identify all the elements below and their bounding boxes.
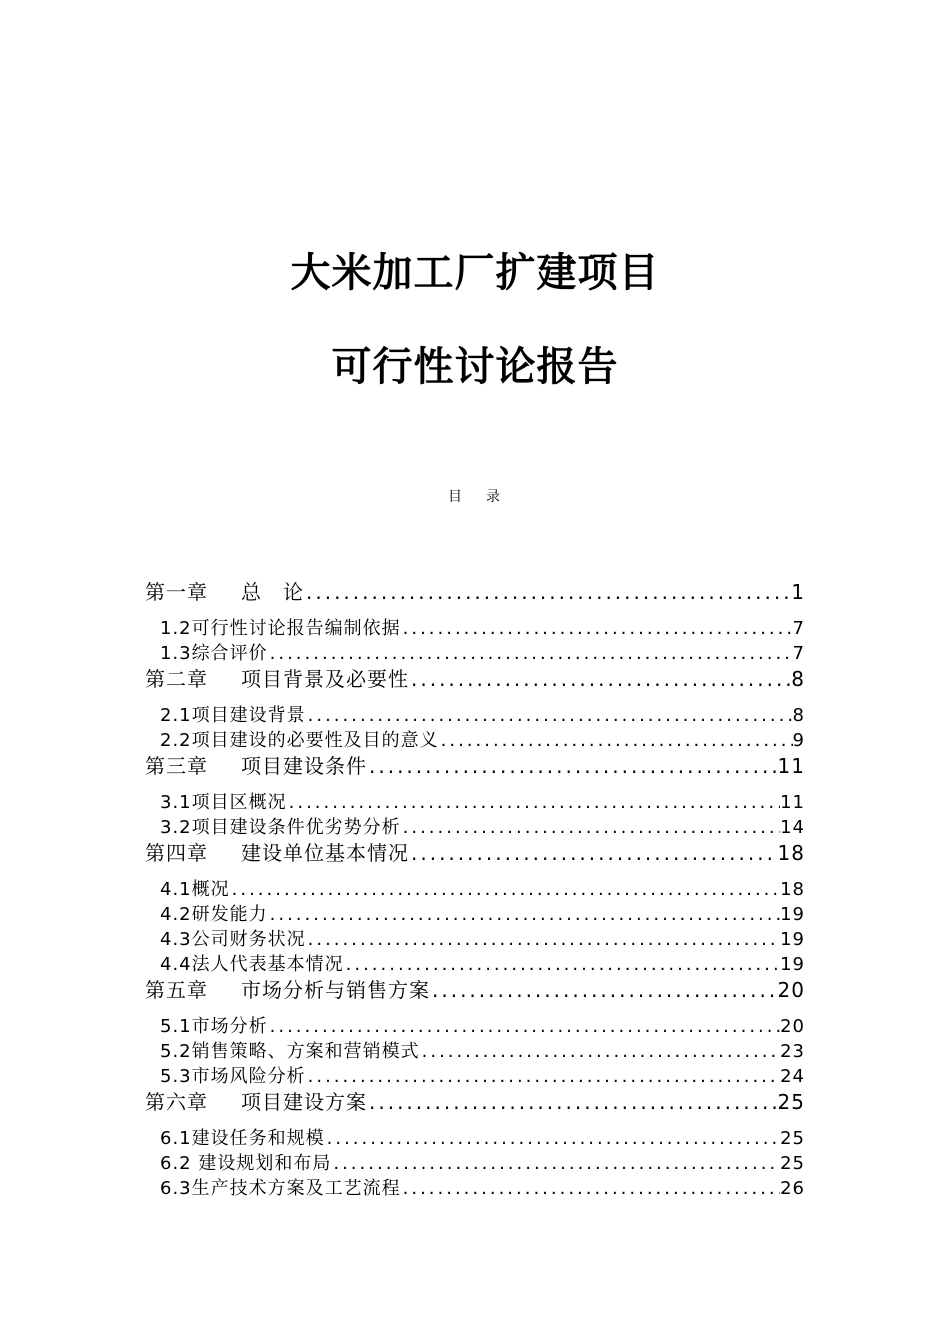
toc-chapter-title: 市场分析与销售方案 [241, 978, 430, 1002]
toc-chapter-title: 建设单位基本情况 [241, 841, 409, 865]
toc-section-title: 6.3生产技术方案及工艺流程 [160, 1178, 401, 1199]
toc-section-entry[interactable] [145, 903, 805, 927]
toc-page-number: 19 [780, 929, 805, 950]
toc-section-entry[interactable] [145, 1127, 805, 1151]
toc-dot-leader [409, 666, 791, 692]
toc-dot-leader [230, 878, 780, 902]
toc-page-number: 26 [780, 1178, 805, 1199]
toc-chapter-entry[interactable] [145, 840, 805, 866]
toc-section-entry[interactable] [145, 791, 805, 815]
toc-section-entry[interactable] [145, 642, 805, 666]
toc-chapter-entry[interactable] [145, 666, 805, 692]
document-title-line2: 可行性讨论报告 [331, 344, 619, 390]
toc-heading-char1: 目 [448, 489, 464, 505]
toc-page-number: 18 [780, 879, 805, 900]
toc-chapter-number: 第一章 [145, 580, 208, 604]
toc-page-number: 25 [780, 1153, 805, 1174]
toc-dot-leader [409, 840, 778, 866]
toc-dot-leader [439, 729, 793, 753]
toc-dot-leader [304, 579, 791, 605]
toc-dot-leader [306, 1065, 780, 1089]
toc-page-number: 25 [780, 1128, 805, 1149]
toc-chapter-entry[interactable] [145, 579, 805, 605]
toc-dot-leader [325, 1127, 780, 1151]
toc-dot-leader [287, 791, 780, 815]
toc-section-title: 4.3公司财务状况 [160, 929, 306, 950]
toc-chapter-label [145, 753, 367, 779]
toc-section-entry[interactable] [145, 1065, 805, 1089]
toc-section-title: 5.3市场风险分析 [160, 1066, 306, 1087]
toc-section-title: 1.3综合评价 [160, 643, 268, 664]
toc-page-number: 11 [777, 754, 805, 778]
toc-chapter-title: 项目建设方案 [241, 1090, 367, 1114]
toc-page-number: 14 [780, 817, 805, 838]
toc-dot-leader [401, 816, 780, 840]
toc-section-title: 5.2销售策略、方案和营销模式 [160, 1041, 420, 1062]
toc-page-number: 19 [780, 904, 805, 925]
toc-chapter-number: 第五章 [145, 978, 208, 1002]
toc-heading [0, 486, 950, 506]
toc-chapter-entry[interactable] [145, 1089, 805, 1115]
toc-section-title: 6.2 建设规划和布局 [160, 1153, 332, 1174]
toc-section-title: 4.4法人代表基本情况 [160, 954, 344, 975]
toc-page-number: 8 [792, 705, 805, 726]
toc-section-entry[interactable] [145, 816, 805, 840]
toc-chapter-label [145, 666, 409, 692]
toc-dot-leader [268, 642, 793, 666]
toc-page-number: 19 [780, 954, 805, 975]
toc-section-entry[interactable] [145, 928, 805, 952]
toc-section-title: 3.1项目区概况 [160, 792, 287, 813]
toc-chapter-number: 第二章 [145, 667, 208, 691]
toc-dot-leader [420, 1040, 780, 1064]
toc-dot-leader [367, 753, 778, 779]
toc-page-number: 8 [791, 667, 805, 691]
toc-chapter-number: 第三章 [145, 754, 208, 778]
toc-section-entry[interactable] [145, 1152, 805, 1176]
toc-chapter-label [145, 579, 304, 605]
toc-section-title: 3.2项目建设条件优劣势分析 [160, 817, 401, 838]
toc-section-title: 4.1概况 [160, 879, 230, 900]
toc-dot-leader [331, 1152, 780, 1176]
toc-section-title: 2.2项目建设的必要性及目的意义 [160, 730, 439, 751]
toc-page-number: 25 [777, 1090, 805, 1114]
toc-page-number: 20 [777, 978, 805, 1002]
toc-section-entry[interactable] [145, 617, 805, 641]
toc-section-entry[interactable] [145, 704, 805, 728]
toc-dot-leader [401, 1177, 780, 1201]
toc-section-title: 2.1项目建设背景 [160, 705, 306, 726]
toc-dot-leader [306, 704, 793, 728]
toc-section-entry[interactable] [145, 1177, 805, 1201]
toc-dot-leader [430, 977, 778, 1003]
toc-dot-leader [268, 903, 780, 927]
toc-chapter-title: 项目背景及必要性 [241, 667, 409, 691]
toc-section-entry[interactable] [145, 953, 805, 977]
toc-dot-leader [344, 953, 780, 977]
toc-section-entry[interactable] [145, 1040, 805, 1064]
toc-chapter-title: 项目建设条件 [241, 754, 367, 778]
toc-chapter-label [145, 1089, 367, 1115]
toc-chapter-label [145, 977, 430, 1003]
toc-chapter-entry[interactable] [145, 977, 805, 1003]
toc-chapter-number: 第四章 [145, 841, 208, 865]
toc-section-title: 6.1建设任务和规模 [160, 1128, 325, 1149]
toc-page-number: 23 [780, 1041, 805, 1062]
toc-chapter-title: 总 论 [241, 580, 304, 604]
toc-page-number: 11 [780, 792, 805, 813]
toc-page-number: 24 [780, 1066, 805, 1087]
document-title-line1: 大米加工厂扩建项目 [290, 250, 660, 296]
toc-page-number: 20 [780, 1016, 805, 1037]
toc-page-number: 1 [791, 580, 805, 604]
toc-dot-leader [306, 928, 780, 952]
toc-section-entry[interactable] [145, 1015, 805, 1039]
toc-section-entry[interactable] [145, 729, 805, 753]
toc-dot-leader [401, 617, 793, 641]
toc-heading-char2: 录 [486, 489, 502, 505]
toc-section-title: 5.1市场分析 [160, 1016, 268, 1037]
toc-page-number: 7 [792, 643, 805, 664]
toc-page-number: 7 [792, 618, 805, 639]
toc-chapter-number: 第六章 [145, 1090, 208, 1114]
toc-chapter-entry[interactable] [145, 753, 805, 779]
toc-page-number: 18 [777, 841, 805, 865]
toc-dot-leader [268, 1015, 780, 1039]
toc-chapter-label [145, 840, 409, 866]
toc-section-entry[interactable] [145, 878, 805, 902]
toc-section-title: 1.2可行性讨论报告编制依据 [160, 618, 401, 639]
toc-section-title: 4.2研发能力 [160, 904, 268, 925]
toc-page-number: 9 [792, 730, 805, 751]
toc-dot-leader [367, 1089, 778, 1115]
